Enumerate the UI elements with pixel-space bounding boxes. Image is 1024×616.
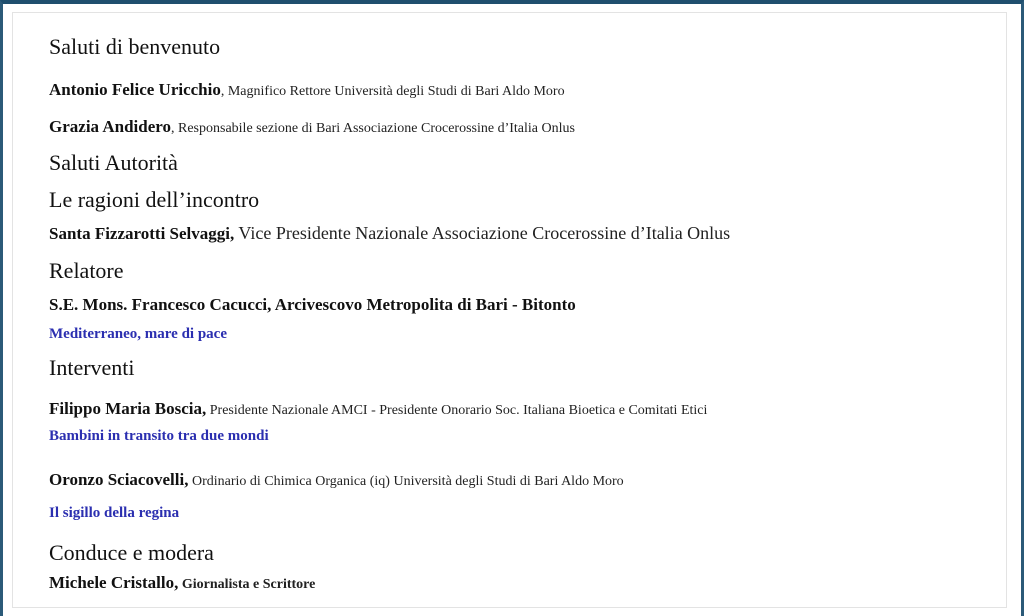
intervention-2-talk-title: Il sigillo della regina xyxy=(49,505,180,521)
welcome-entry-1 xyxy=(49,80,565,100)
intervention-2-role: Ordinario di Chimica Organica (iq) Università degli Studi di Bari Aldo Moro xyxy=(188,474,624,489)
interventions-heading: Interventi xyxy=(49,355,135,380)
moderator-name: Michele Cristallo, xyxy=(49,573,179,592)
welcome-heading: Saluti di benvenuto xyxy=(49,34,221,59)
speaker-line: S.E. Mons. Francesco Cacucci, Arcivescovo Metropolita di Bari - Bitonto xyxy=(49,295,576,314)
intervention-entry-1 xyxy=(49,399,707,419)
welcome-entry-2 xyxy=(49,117,575,137)
intervention-1-role: Presidente Nazionale AMCI - Presidente Onorario Soc. Italiana Bioetica e Comitati Etici xyxy=(206,403,708,418)
intervention-1-name: Filippo Maria Boscia, xyxy=(49,399,207,418)
speaker-heading: Relatore xyxy=(49,258,124,283)
reasons-heading: Le ragioni dell’incontro xyxy=(49,187,260,212)
intervention-2-name: Oronzo Sciacovelli, xyxy=(49,470,189,489)
reasons-role: Vice Presidente Nazionale Associazione Crocerossine d’Italia Onlus xyxy=(234,223,731,243)
welcome-2-name: Grazia Andidero xyxy=(49,117,171,136)
moderator-role: Giornalista e Scrittore xyxy=(178,577,316,592)
speaker-talk-title: Mediterraneo, mare di pace xyxy=(49,326,228,342)
reasons-name: Santa Fizzarotti Selvaggi, xyxy=(49,224,235,243)
welcome-2-role: , Responsabile sezione di Bari Associazione Crocerossine d’Italia Onlus xyxy=(171,121,575,136)
intervention-1-talk-title: Bambini in transito tra due mondi xyxy=(49,428,269,444)
moderator-heading: Conduce e modera xyxy=(49,540,214,565)
intervention-entry-2 xyxy=(49,470,624,490)
reasons-entry xyxy=(49,223,730,244)
welcome-1-role: , Magnifico Rettore Università degli Studi di Bari Aldo Moro xyxy=(220,84,565,99)
moderator-entry xyxy=(49,573,315,593)
welcome-1-name: Antonio Felice Uricchio xyxy=(49,80,221,99)
authorities-heading: Saluti Autorità xyxy=(49,150,178,175)
